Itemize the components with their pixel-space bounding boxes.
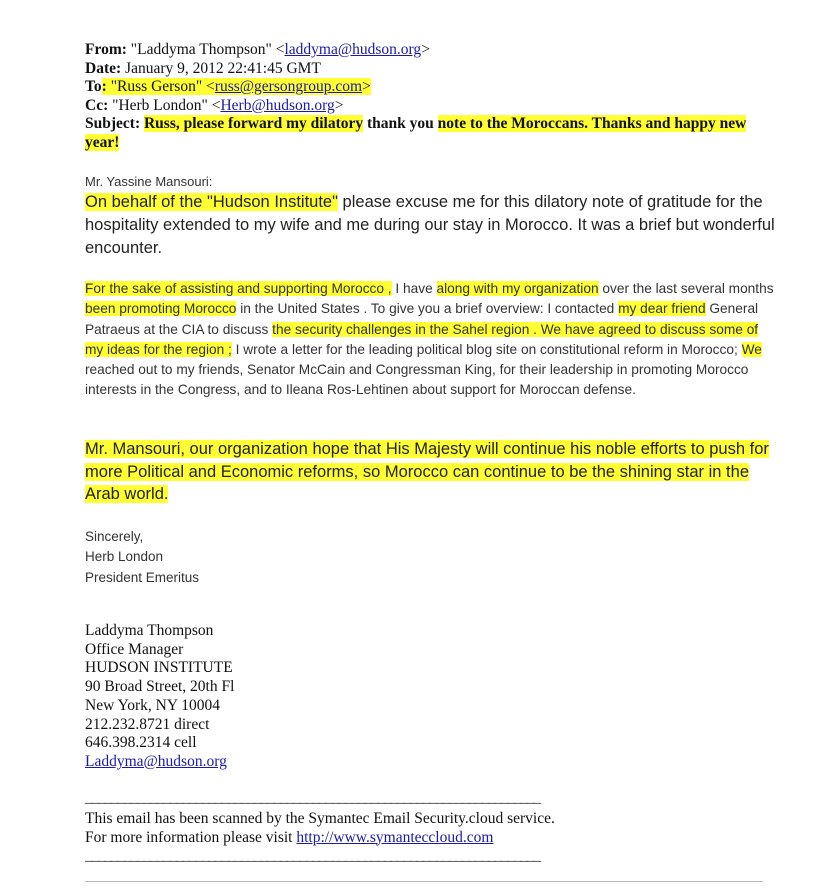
signoff (85, 527, 199, 588)
signature-title: Office Manager (85, 640, 184, 658)
to-email-link[interactable]: russ@gersongroup.com (214, 78, 363, 96)
email-header (85, 41, 765, 153)
page-divider (85, 881, 763, 882)
greeting: Mr. Yassine Mansouri: (85, 174, 213, 189)
p2-segment-12: reached out to my friends, Senator McCain and Congressman King, for their leadership in promoting Morocco interests in the Congress, and to Ileana Ros-Lehtinen about support for Moroccan defense. (85, 362, 749, 398)
cc-value: "Herb London" < (112, 96, 221, 114)
signer-title: President Emeritus (85, 569, 200, 585)
to-close: > (362, 78, 371, 96)
to-value: "Russ Gerson" < (106, 78, 215, 96)
footer-rule-top: ______________________________________________________________________ (85, 790, 540, 806)
signature-name: Laddyma Thompson (85, 622, 214, 639)
p2-segment-8: General Patraeus at the CIA to discuss (85, 301, 759, 337)
scan-notice (85, 810, 555, 847)
from-close: > (421, 41, 430, 58)
paragraph-3 (85, 438, 775, 506)
scan-line-2-prefix: For more information please visit (85, 828, 297, 846)
subject-part-3: note to the Moroccans. Thanks and happy new year! (85, 115, 747, 151)
subject-line (85, 115, 765, 152)
cc-close: > (334, 96, 344, 114)
date-label: Date: (85, 59, 122, 77)
to-label: To: (85, 78, 107, 96)
signature-address-1: 90 Broad Street, 20th Fl (85, 678, 235, 696)
p2-segment-11: We (741, 341, 762, 357)
date-value: January 9, 2012 22:41:45 GMT (125, 59, 321, 77)
signature-address-2: New York, NY 10004 (85, 696, 221, 714)
date-line (85, 60, 765, 79)
scan-line-1: This email has been scanned by the Symantec Email Security.cloud service. (85, 810, 555, 827)
paragraph-1-text: please excuse me for this dilatory note of gratitude for the hospitality extended to my wife and me during our stay in Morocco. It was a brief but wonderful encounter. (85, 193, 775, 257)
from-label: From: (85, 41, 127, 58)
paragraph-1-highlight: On behalf of the "Hudson Institute" (85, 193, 338, 211)
p2-segment-5: been promoting Morocco (85, 301, 237, 317)
signature-phone-direct: 212.232.8721 direct (85, 715, 210, 733)
paragraph-2 (85, 279, 775, 401)
signature-email-link[interactable]: Laddyma@hudson.org (85, 752, 227, 770)
symantec-link[interactable]: http://www.symanteccloud.com (296, 828, 494, 846)
from-line (85, 41, 765, 60)
p2-segment-10: I wrote a letter for the leading political blog site on constitutional reform in Morocco; (231, 341, 742, 357)
cc-label: Cc: (85, 96, 109, 114)
p2-segment-7: my dear friend (618, 301, 706, 317)
p2-segment-6: in the United States . To give you a brief overview: I contacted (236, 301, 619, 317)
p2-segment-2: I have (391, 281, 437, 296)
email-signature (85, 622, 234, 772)
cc-line (85, 97, 765, 116)
signature-org: HUDSON INSTITUTE (85, 659, 233, 677)
subject-part-2: thank you (363, 115, 438, 133)
to-line (85, 78, 765, 97)
p2-segment-4: over the last several months (598, 281, 774, 296)
subject-part-1: Russ, please forward my dilatory (143, 115, 364, 133)
cc-email-link[interactable]: Herb@hudson.org (220, 96, 335, 114)
scan-line-2 (85, 829, 555, 848)
p2-segment-9: the security challenges in the Sahel region . We have agreed to discuss some of my ideas for the region ; (85, 321, 759, 357)
signer-name: Herb London (85, 549, 164, 565)
p2-segment-3: along with my organization (436, 281, 599, 296)
from-value: "Laddyma Thompson" < (130, 41, 285, 58)
footer-rule-bottom: ______________________________________________________________________ (85, 848, 540, 864)
p2-segment-1: For the sake of assisting and supporting Morocco , (85, 281, 392, 296)
closing: Sincerely, (85, 529, 144, 544)
from-email-link[interactable]: laddyma@hudson.org (284, 41, 422, 58)
paragraph-3-text: Mr. Mansouri, our organization hope that His Majesty will continue his noble efforts to push for more Political and Economic reforms, so Morocco can continue to be the shining star in the Arab world. (85, 440, 769, 503)
paragraph-1 (85, 191, 785, 260)
signature-phone-cell: 646.398.2314 cell (85, 734, 197, 752)
subject-label: Subject: (85, 115, 141, 133)
